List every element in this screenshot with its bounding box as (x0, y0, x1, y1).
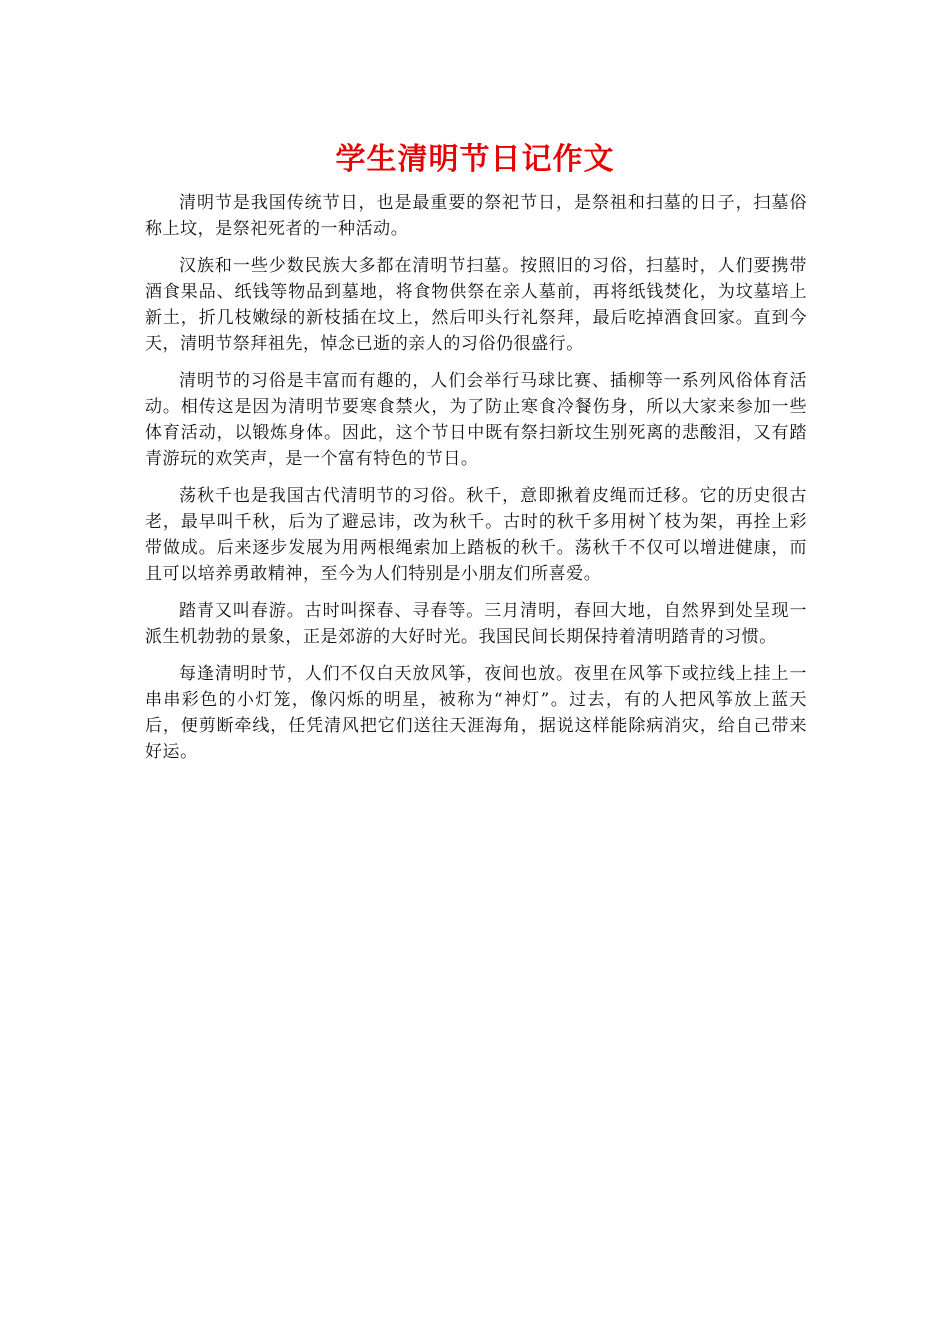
paragraph-1: 清明节是我国传统节日，也是最重要的祭祀节日，是祭祖和扫墓的日子，扫墓俗称上坟，是祭祀死者的一种活动。 (145, 193, 807, 239)
paragraph-4: 荡秋千也是我国古代清明节的习俗。秋千，意即揪着皮绳而迁移。它的历史很古老，最早叫千秋，后为了避忌讳，改为秋千。古时的秋千多用树丫枝为架，再拴上彩带做成。后来逐步发展为用两根绳索加上踏板的秋千。荡秋千不仅可以增进健康，而且可以培养勇敢精神，至今为人们特别是小朋友们所喜爱。 (145, 486, 807, 584)
document-body (145, 190, 807, 776)
paragraph-5: 踏青又叫春游。古时叫探春、寻春等。三月清明，春回大地，自然界到处呈现一派生机勃勃的景象，正是郊游的大好时光。我国民间长期保持着清明踏青的习惯。 (145, 601, 807, 647)
paragraph-2: 汉族和一些少数民族大多都在清明节扫墓。按照旧的习俗，扫墓时，人们要携带酒食果品、纸钱等物品到墓地，将食物供祭在亲人墓前，再将纸钱焚化，为坟墓培上新土，折几枝嫩绿的新枝插在坟上，然后叩头行礼祭拜，最后吃掉酒食回家。直到今天，清明节祭拜祖先，悼念已逝的亲人的习俗仍很盛行。 (145, 256, 807, 354)
paragraph-6: 每逢清明时节，人们不仅白天放风筝，夜间也放。夜里在风筝下或拉线上挂上一串串彩色的小灯笼，像闪烁的明星，被称为“神灯”。过去，有的人把风筝放上蓝天后，便剪断牵线，任凭清风把它们送往天涯海角，据说这样能除病消灾，给自己带来好运。 (145, 664, 807, 762)
paragraph-3: 清明节的习俗是丰富而有趣的，人们会举行马球比赛、插柳等一系列风俗体育活动。相传这是因为清明节要寒食禁火，为了防止寒食冷餐伤身，所以大家来参加一些体育活动，以锻炼身体。因此，这个节日中既有祭扫新坟生别死离的悲酸泪，又有踏青游玩的欢笑声，是一个富有特色的节日。 (145, 371, 807, 469)
document-title: 学生清明节日记作文 (335, 142, 615, 177)
